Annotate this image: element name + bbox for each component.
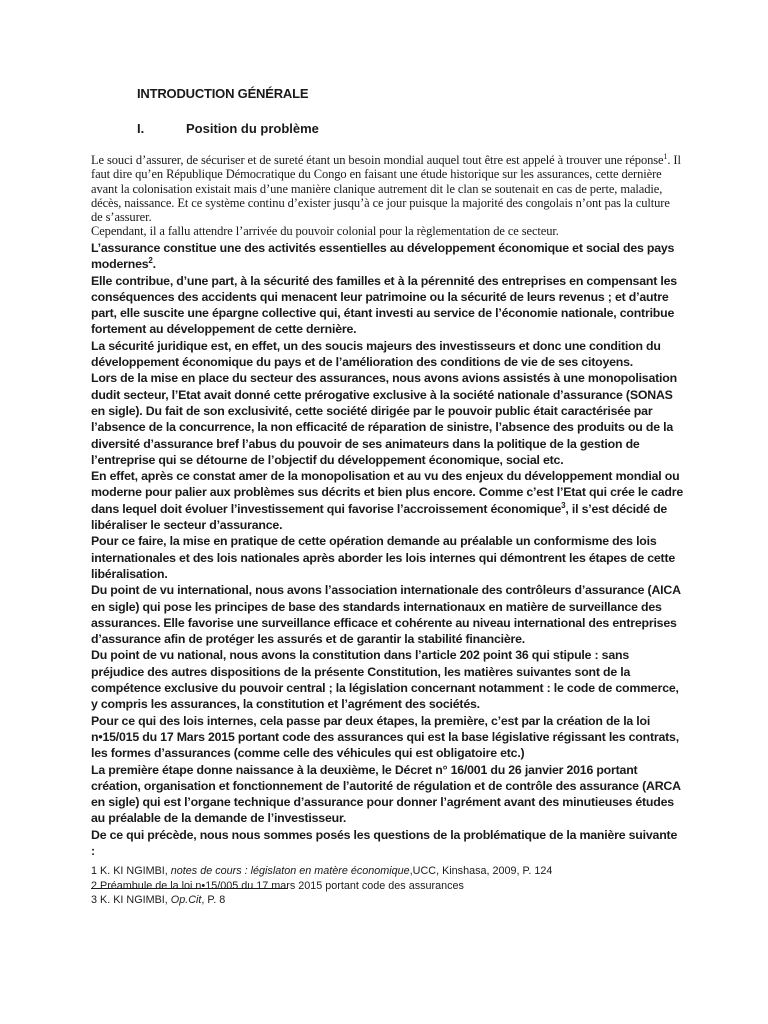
footnote-text: 1 K. KI NGIMBI, xyxy=(91,865,171,877)
paragraph: Pour ce qui des lois internes, cela passe par deux étapes, la première, c’est par la création de la loi n•15/015 du 17 Mars 2015 portant code des assurances qui est la base législative régissant les contrats, les formes d’assurances (comme celle des véhicules qui est obligatoire etc.) xyxy=(91,713,679,761)
footnote-item xyxy=(91,879,691,894)
section-title: Position du problème xyxy=(186,121,319,136)
body-bold-text xyxy=(91,240,683,859)
section-number: I. xyxy=(137,121,145,136)
paragraph: La sécurité juridique est, en effet, un des soucis majeurs des investisseurs et donc une condition du développement économique du pays et de l’amélioration des conditions de vie de ses citoyens. xyxy=(91,338,661,370)
paragraph-text: En effet, après ce constat amer de la monopolisation et au vu des enjeux du développement mondial ou moderne pour palier aux problèmes sus décrits et bien plus encore. Comme c’est l’Etat qui crée le cadre dans lequel doit évoluer l’investissement qui favorise l’accroissement économique xyxy=(91,469,683,516)
footnote-italic: notes de cours : législaton en matère économique xyxy=(170,865,410,877)
paragraph xyxy=(91,153,683,224)
footnote-italic: Op.Cit xyxy=(170,894,202,906)
paragraph: La première étape donne naissance à la deuxième, le Décret n° 16/001 du 26 janvier 2016 portant création, organisation et fonctionnement de l’autorité de régulation et de contrôle des assurance (ARCA en sigle) qui est l’organe technique d’assurance pour donner l’agrément avant des minutieuses études au préalable de la demande de l’investisseur. xyxy=(91,762,681,826)
footnote-ref[interactable]: 1 xyxy=(663,152,668,161)
paragraph: Elle contribue, d’une part, à la sécurité des familles et à la pérennité des entreprises en compensant les conséquences des accidents qui menacent leur patrimoine ou la sécurité de leurs revenus ; et d’autre part, elle suscite une épargne collective qui, étant investi au service de l’économie nationale, contribue fortement au développement de cette dernière. xyxy=(91,273,677,337)
footnote-text: 3 K. KI NGIMBI, xyxy=(91,894,171,906)
paragraph xyxy=(91,224,683,238)
paragraph-text: Le souci d’assurer, de sécuriser et de sureté étant un besoin mondial auquel tout être est appelé à trouver une réponse xyxy=(91,153,664,167)
section-heading xyxy=(137,121,319,136)
paragraph-text: . xyxy=(152,257,156,272)
document-heading: INTRODUCTION GÉNÉRALE xyxy=(137,86,309,101)
footnote-text: ,UCC, Kinshasa, 2009, P. 124 xyxy=(409,865,553,877)
footnote-text: 2 Préambule de la loi n•15/005 du 17 mars 2015 portant code des assurances xyxy=(91,879,464,892)
paragraph: Lors de la mise en place du secteur des assurances, nous avons avions assistés à une monopolisation dudit secteur, l’Etat avait donné cette prérogative exclusive à la société nationale d’assurance (SONAS en sigle). Du fait de son exclusivité, cette société dirigée par le pouvoir public était caractérisée par l’absence de la concurrence, la non efficacité de réparation de sinistre, l’absence des produits ou de la diversité d’assurance bref l’abus du pouvoir de ses animateurs dans la politique de la gestion de l’entreprise qui se détourne de l’objectif du développement économique, social etc. xyxy=(91,371,677,467)
paragraph-text: , il s’est décidé de libéraliser le secteur d’assurance. xyxy=(91,501,668,533)
paragraph-text: . Il faut dire qu’en République Démocratique du Congo en faisant une étude historique sur les assurances, cette dernière avant la colonisation existait mais d’une manière clanique autrement dit le clan se soutenait en cas de perte, maladie, décès, naissance. Et ce système continu d’exister jusqu’à ce jour puisque la majorité des congolais n’ont pas la culture de s’assurer. xyxy=(91,153,681,225)
paragraph: De ce qui précède, nous nous sommes posés les questions de la problématique de la manière suivante : xyxy=(91,827,678,858)
paragraph: Du point de vu international, nous avons l’association internationale des contrôleurs d’assurance (AICA en sigle) qui pose les principes de base des standards internationaux en matière de surveillance des assurances. Elle favorise une surveillance efficace et cohérente au niveau international des entreprises d’assurance afin de protéger les assurés et de garantir la stabilité financière. xyxy=(91,583,681,647)
footnote-text: , P. 8 xyxy=(201,894,226,906)
paragraph xyxy=(91,240,683,273)
paragraph xyxy=(91,468,683,533)
footnote-item xyxy=(91,893,691,908)
paragraph: Pour ce faire, la mise en pratique de cette opération demande au préalable un conformisme des lois internationales et des lois nationales après aborder les lois internes qui démontrent les étapes de cette libéralisation. xyxy=(91,534,676,581)
paragraph: Du point de vu national, nous avons la constitution dans l’article 202 point 36 qui stipule : sans préjudice des autres dispositions de la présente Constitution, les matières suivantes sont de la compétence exclusive du pouvoir central ; la législation concernant notamment : le code de commerce, y compris les assurances, la constitution et l’agrément des sociétés. xyxy=(91,648,679,712)
footnote-ref[interactable]: 3 xyxy=(561,500,566,510)
footnote-item xyxy=(91,864,691,879)
footnotes xyxy=(91,864,691,908)
paragraph-text: Cependant, il a fallu attendre l’arrivée du pouvoir colonial pour la règlementation de ce secteur. xyxy=(91,224,559,239)
footnote-ref[interactable]: 2 xyxy=(148,256,153,266)
paragraph-text: L’assurance constitue une des activités essentielles au développement économique et social des pays modernes xyxy=(91,241,675,272)
intro-serif-text xyxy=(91,153,683,239)
